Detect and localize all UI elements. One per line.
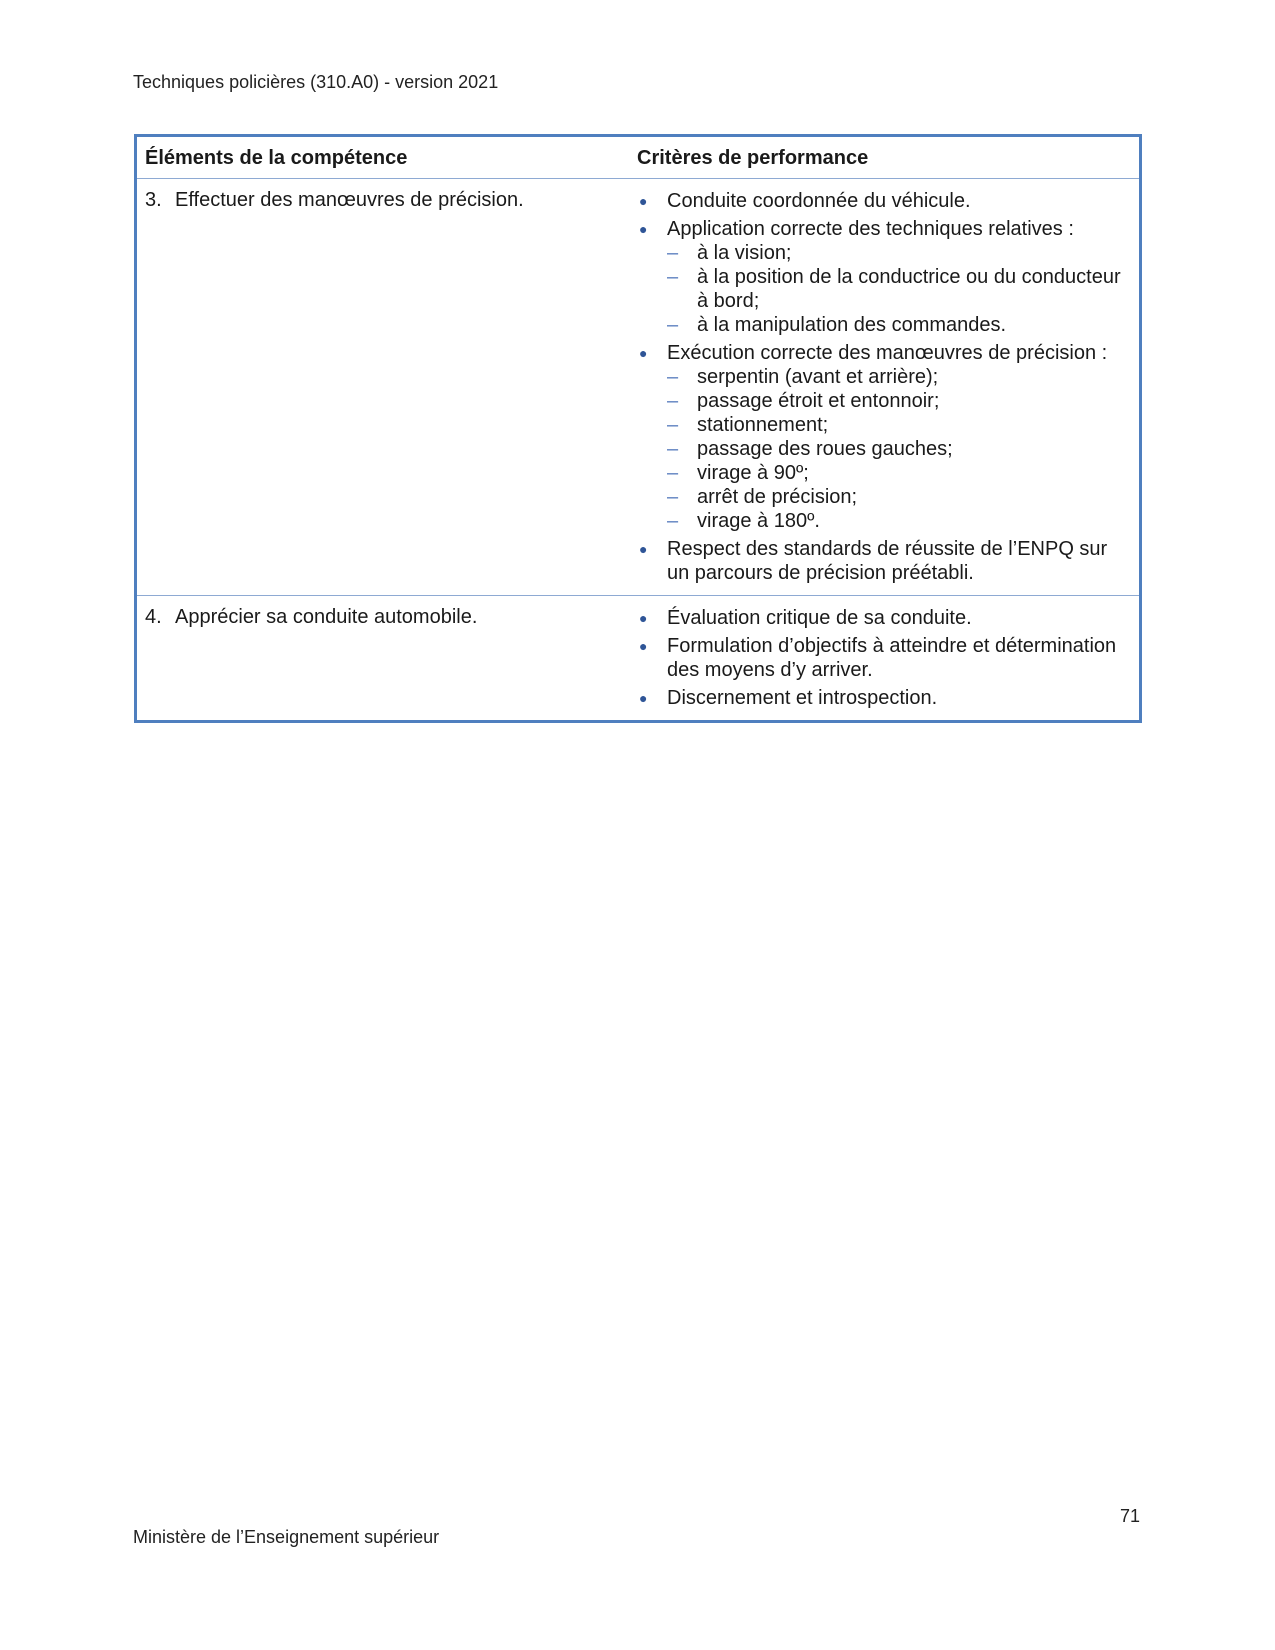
document-header: Techniques policières (310.A0) - version 2021 [133, 72, 499, 92]
sub-criteria-text: virage à 90º; [697, 462, 809, 484]
element-item [137, 596, 629, 629]
sub-criteria-item [667, 437, 1131, 461]
competence-table [134, 134, 1142, 723]
element-cell [136, 179, 630, 596]
criteria-body [667, 606, 1131, 630]
criteria-item [637, 606, 1131, 630]
sub-criteria-item [667, 241, 1131, 265]
bullet-icon: ● [639, 541, 648, 557]
sub-criteria-text: stationnement; [697, 414, 829, 436]
sub-criteria-item [667, 461, 1131, 485]
criteria-text: Formulation d’objectifs à atteindre et détermination des moyens d’y arriver. [667, 635, 1117, 681]
criteria-cell [629, 596, 1141, 722]
criteria-text: Application correcte des techniques relatives : [667, 218, 1074, 240]
table-body [136, 179, 1141, 722]
criteria-body [667, 686, 1131, 710]
dash-icon: – [667, 366, 679, 388]
footer-ministry: Ministère de l’Enseignement supérieur [133, 1527, 440, 1547]
dash-icon: – [667, 414, 679, 436]
sub-criteria-text: à la position de la conductrice ou du conducteur à bord; [697, 266, 1121, 312]
sub-criteria-text: virage à 180º. [697, 510, 820, 532]
sub-criteria-item [667, 413, 1131, 437]
criteria-text: Évaluation critique de sa conduite. [667, 607, 972, 629]
criteria-body [667, 634, 1131, 682]
sub-criteria-text: passage étroit et entonnoir; [697, 390, 940, 412]
element-cell [136, 596, 630, 722]
criteria-body [667, 217, 1131, 337]
criteria-body [667, 537, 1131, 585]
bullet-icon: ● [639, 221, 648, 237]
dash-icon: – [667, 266, 679, 288]
sub-criteria-text: serpentin (avant et arrière); [697, 366, 939, 388]
element-number: 3. [145, 189, 162, 211]
dash-icon: – [667, 390, 679, 412]
criteria-text: Conduite coordonnée du véhicule. [667, 190, 971, 212]
sub-criteria-text: passage des roues gauches; [697, 438, 953, 460]
criteria-list [629, 596, 1139, 720]
criteria-text: Respect des standards de réussite de l’ENPQ sur un parcours de précision préétabli. [667, 538, 1108, 584]
dash-icon: – [667, 510, 679, 532]
dash-icon: – [667, 462, 679, 484]
sub-criteria-list [667, 241, 1131, 337]
bullet-icon: ● [639, 610, 648, 626]
criteria-item [637, 189, 1131, 213]
sub-criteria-list [667, 365, 1131, 533]
criteria-item [637, 217, 1131, 337]
page-number: 71 [1119, 1506, 1140, 1526]
sub-criteria-item [667, 485, 1131, 509]
criteria-item [637, 686, 1131, 710]
column-header-elements: Éléments de la compétence [136, 136, 630, 179]
criteria-text: Discernement et introspection. [667, 687, 938, 709]
dash-icon: – [667, 314, 679, 336]
criteria-body [667, 189, 1131, 213]
element-item [137, 179, 629, 212]
criteria-item [637, 537, 1131, 585]
bullet-icon: ● [639, 690, 648, 706]
criteria-item [637, 634, 1131, 682]
criteria-text: Exécution correcte des manœuvres de précision : [667, 342, 1108, 364]
criteria-list [629, 179, 1139, 595]
sub-criteria-item [667, 509, 1131, 533]
criteria-cell [629, 179, 1141, 596]
column-header-criteria: Critères de performance [629, 136, 1141, 179]
criteria-body [667, 341, 1131, 533]
bullet-icon: ● [639, 193, 648, 209]
sub-criteria-text: à la manipulation des commandes. [697, 314, 1007, 336]
sub-criteria-item [667, 389, 1131, 413]
dash-icon: – [667, 486, 679, 508]
dash-icon: – [667, 242, 679, 264]
sub-criteria-text: à la vision; [697, 242, 792, 264]
table-row [136, 179, 1141, 596]
sub-criteria-item [667, 265, 1131, 313]
criteria-item [637, 341, 1131, 533]
sub-criteria-text: arrêt de précision; [697, 486, 858, 508]
table-row [136, 596, 1141, 722]
bullet-icon: ● [639, 638, 648, 654]
element-number: 4. [145, 606, 162, 628]
bullet-icon: ● [639, 345, 648, 361]
sub-criteria-item [667, 365, 1131, 389]
dash-icon: – [667, 438, 679, 460]
element-text: Effectuer des manœuvres de précision. [175, 189, 524, 211]
sub-criteria-item [667, 313, 1131, 337]
table-header-row [136, 136, 1141, 179]
element-text: Apprécier sa conduite automobile. [175, 606, 478, 628]
